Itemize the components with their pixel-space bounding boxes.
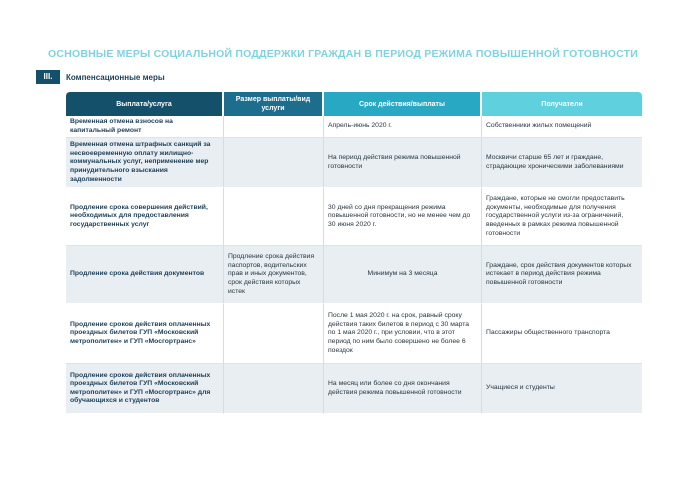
cell-recipients: Собственники жилых помещений — [482, 116, 642, 138]
cell-recipients: Москвичи старше 65 лет и граждане, страдающие хроническими заболеваниями — [482, 138, 642, 188]
cell-service: Временная отмена штрафных санкций за несвоевременную оплату жилищно-коммунальных услуг, неприменение мер принудительного взыскания задолженности — [66, 138, 224, 188]
header-amount: Размер выплаты/вид услуги — [224, 92, 324, 116]
cell-service: Временная отмена взносов на капитальный ремонт — [66, 116, 224, 138]
cell-recipients: Граждане, которые не смогли предоставить документы, необходимые для получения государственной услуги из-за ограничений, введенных в рамках режима повышенной готовности — [482, 188, 642, 246]
section-heading — [36, 70, 165, 84]
section-label: Компенсационные меры — [66, 72, 165, 82]
cell-recipients: Пассажиры общественного транспорта — [482, 304, 642, 364]
cell-term: На период действия режима повышенной готовности — [324, 138, 482, 188]
table-row — [66, 138, 642, 188]
cell-amount — [224, 138, 324, 188]
cell-service: Продление срока совершения действий, необходимых для предоставления государственных услуг — [66, 188, 224, 246]
table-header-row — [66, 92, 642, 116]
table-row — [66, 364, 642, 414]
header-service: Выплата/услуга — [66, 92, 224, 116]
cell-amount — [224, 364, 324, 414]
cell-amount — [224, 116, 324, 138]
cell-service: Продление сроков действия оплаченных проездных билетов ГУП «Московский метрополитен» и ГУП «Мосгортранс» для обучающихся и студентов — [66, 364, 224, 414]
cell-recipients: Учащиеся и студенты — [482, 364, 642, 414]
cell-term: Минимум на 3 месяца — [324, 246, 482, 304]
section-number: III. — [36, 70, 60, 84]
header-recipients: Получатели — [482, 92, 642, 116]
table-row — [66, 246, 642, 304]
cell-service: Продление сроков действия оплаченных проездных билетов ГУП «Московский метрополитен» и ГУП «Мосгортранс» — [66, 304, 224, 364]
table-row — [66, 304, 642, 364]
table-row — [66, 116, 642, 138]
cell-term: 30 дней со дня прекращения режима повышенной готовности, но не менее чем до 30 июня 2020 г. — [324, 188, 482, 246]
cell-term: На месяц или более со дня окончания действия режима повышенной готовности — [324, 364, 482, 414]
table-row — [66, 188, 642, 246]
cell-amount — [224, 188, 324, 246]
cell-recipients: Граждане, срок действия документов которых истекает в период действия режима повышенной готовности — [482, 246, 642, 304]
header-term: Срок действия/выплаты — [324, 92, 482, 116]
cell-term: Апрель-июнь 2020 г. — [324, 116, 482, 138]
cell-term: После 1 мая 2020 г. на срок, равный сроку действия таких билетов в период с 30 марта по 1 мая 2020 г., при условии, что в этот период по ним было совершено не более 6 поездок — [324, 304, 482, 364]
cell-amount — [224, 304, 324, 364]
measures-table — [66, 92, 642, 414]
cell-service: Продление срока действия документов — [66, 246, 224, 304]
page-title: ОСНОВНЫЕ МЕРЫ СОЦИАЛЬНОЙ ПОДДЕРЖКИ ГРАЖДАН В ПЕРИОД РЕЖИМА ПОВЫШЕННОЙ ГОТОВНОСТИ — [48, 48, 638, 60]
cell-amount: Продление срока действия паспортов, водительских прав и иных документов, срок действия которых истек — [224, 246, 324, 304]
